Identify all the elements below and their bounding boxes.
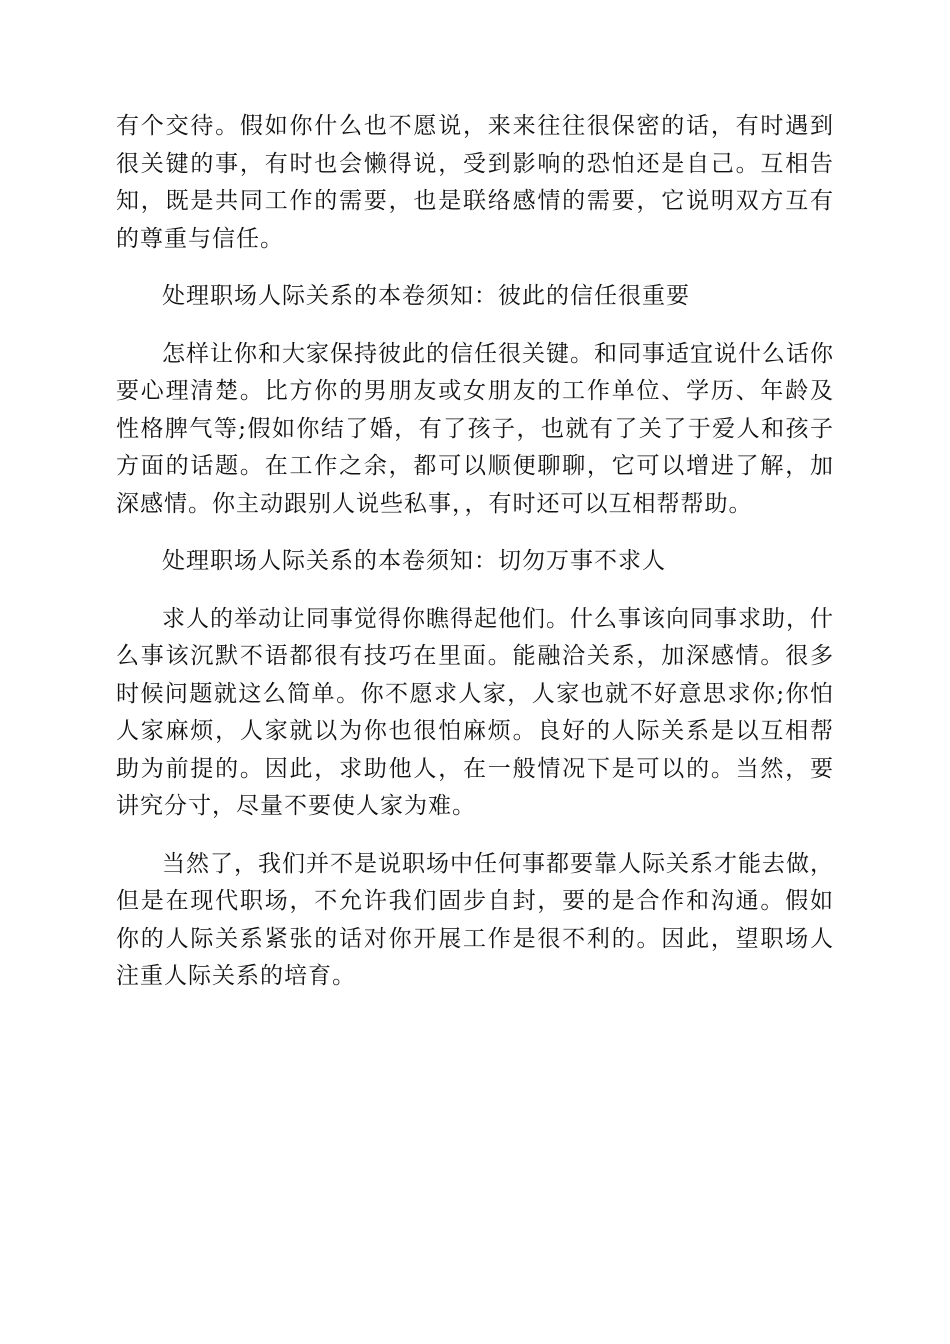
paragraph-conclusion: 当然了，我们并不是说职场中任何事都要靠人际关系才能去做，但是在现代职场，不允许我们固步自封，要的是合作和沟通。假如你的人际关系紧张的话对你开展工作是很不利的。因此，望职场人注重人际关系的培育。 [116,850,834,989]
section-heading-trust: 处理职场人际关系的本卷须知：彼此的信任很重要 [162,283,690,309]
document-page [116,108,834,996]
paragraph-continuation: 有个交待。假如你什么也不愿说，来来往往很保密的话，有时遇到很关键的事，有时也会懒得说，受到影响的恐怕还是自己。互相告知，既是共同工作的需要，也是联络感情的需要，它说明双方互有的尊重与信任。 [116,113,834,252]
section-heading-asking-help: 处理职场人际关系的本卷须知：切勿万事不求人 [162,548,666,574]
paragraph-trust: 怎样让你和大家保持彼此的信任很关键。和同事适宜说什么话你要心理清楚。比方你的男朋友或女朋友的工作单位、学历、年龄及性格脾气等;假如你结了婚，有了孩子，也就有了关了于爱人和孩子方面的话题。在工作之余，都可以顺便聊聊，它可以增进了解，加深感情。你主动跟别人说些私事，，有时还可以互相帮帮助。 [116,340,834,517]
paragraph-asking-help: 求人的举动让同事觉得你瞧得起他们。什么事该向同事求助，什么事该沉默不语都很有技巧在里面。能融洽关系，加深感情。很多时候问题就这么简单。你不愿求人家，人家也就不好意思求你;你怕人家麻烦，人家就以为你也很怕麻烦。良好的人际关系是以互相帮助为前提的。因此，求助他人，在一般情况下是可以的。当然，要讲究分寸，尽量不要使人家为难。 [116,605,834,819]
